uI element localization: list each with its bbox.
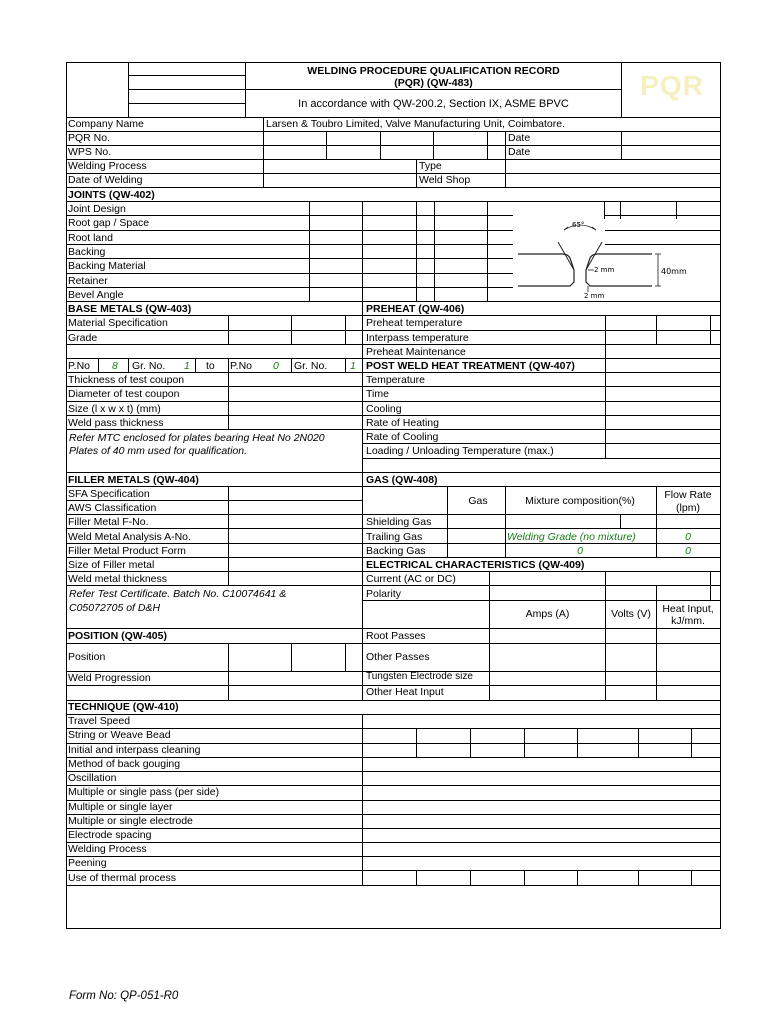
trailing-gas-label: Trailing Gas [366,531,423,543]
cleaning-label: Initial and interpass cleaning [68,744,201,756]
grid-line [621,62,622,118]
loading-temp-label: Loading / Unloading Temperature (max.) [366,445,554,457]
amps-label: Amps (A) [525,608,570,620]
grid-line [66,800,721,801]
pno2-label: P.No [230,360,252,372]
grid-line [470,728,471,758]
grid-line [128,89,246,90]
weld-progression-label: Weld Progression [68,672,151,684]
angle-dim: 65° [572,221,585,229]
backing-gas-mixture[interactable]: 0 [577,545,583,557]
other-passes-label: Other Passes [366,651,430,663]
grid-line [66,415,721,416]
grid-line [362,600,721,601]
date-label-2: Date [508,146,531,158]
grid-line [66,643,721,644]
grid-line [128,75,246,76]
preheat-temp-label: Preheat temperature [366,317,463,329]
grid-line [66,159,721,160]
grid-line [505,131,506,160]
grid-line [710,571,711,601]
thickness-label: Thickness of test coupon [68,374,185,386]
grid-line [604,201,605,219]
grid-line [380,131,381,160]
grid-line [66,685,721,686]
gas-col-mixture: Mixture composition(%) [525,495,635,507]
test-cert-note-1: Refer Test Certificate. Batch No. C10074641 & [69,588,287,600]
single-layer-label: Multiple or single layer [68,801,173,813]
grid-line [66,201,721,202]
grid-line [66,429,721,430]
grid-line [66,62,721,63]
grid-line [605,215,721,216]
pwht-cooling-label: Cooling [366,403,402,415]
grid-line [621,131,622,160]
company-name-label: Company Name [68,118,144,130]
product-form-label: Filler Metal Product Form [68,545,186,557]
grid-line [447,486,448,558]
grid-line [345,315,346,345]
material-spec-label: Material Specification [68,317,168,329]
grid-line [66,330,721,331]
company-name-value[interactable]: Larsen & Toubro Limited, Valve Manufacturing Unit, Coimbatore. [266,118,566,130]
grid-line [66,301,721,302]
weld-pass-label: Weld pass thickness [68,417,164,429]
form-subtitle: (PQR) (QW-483) [394,77,473,89]
grid-line [691,870,692,886]
grid-line [66,62,67,929]
pwht-heading: POST WELD HEAT TREATMENT (QW-407) [366,360,575,372]
grid-line [66,145,721,146]
grid-line [66,386,721,387]
gap-dim-2: 2 mm [584,292,605,300]
position-label: Position [68,651,106,663]
back-gouging-label: Method of back gouging [68,758,181,770]
filler-heading: FILLER METALS (QW-404) [68,474,199,486]
grid-line [291,643,292,672]
grid-line [362,443,721,444]
grid-line [66,842,721,843]
grid-line [66,486,363,487]
grid-line [362,714,363,886]
polarity-label: Polarity [366,588,402,600]
grid-line [228,372,229,430]
grid-line [605,244,721,245]
grid-line [66,671,721,672]
heat-input-label-2: kJ/mm. [671,615,705,627]
grid-line [195,358,196,373]
grid-line [66,401,721,402]
root-passes-label: Root Passes [366,630,426,642]
grid-line [66,885,721,886]
grid-line [66,700,721,701]
grid-line [66,187,721,188]
size-label: Size (l x w x t) (mm) [68,403,161,415]
volts-label: Volts (V) [611,608,651,620]
backing-label: Backing [68,246,106,258]
rate-heating-label: Rate of Heating [366,417,439,429]
grid-line [228,643,229,701]
grid-line [710,315,711,345]
grid-line [245,62,246,118]
grid-line [524,728,525,758]
welding-process-label: Welding Process [68,160,147,172]
grid-line [362,486,721,487]
bevel-angle-label: Bevel Angle [68,289,124,301]
grid-line [66,472,721,473]
aws-class-label: AWS Classification [68,502,157,514]
grid-line [66,344,721,345]
grid-line [638,728,639,758]
wps-no-label: WPS No. [68,146,112,158]
grid-line [362,458,721,459]
other-heat-input-label: Other Heat Input [366,686,444,698]
pno-value[interactable]: 8 [112,360,118,372]
grid-line [416,728,417,758]
root-land-label: Root land [68,232,113,244]
grid-line [345,643,346,672]
grid-line [656,486,657,558]
pwht-time-label: Time [366,388,389,400]
heat-input-label-1: Heat Input, [662,603,714,615]
rate-cooling-label: Rate of Cooling [366,431,439,443]
weld-shop-label: Weld Shop [419,174,471,186]
diameter-label: Diameter of test coupon [68,388,180,400]
grid-line [66,928,721,929]
grid-line [416,159,417,188]
grid-line [228,358,229,373]
grid-line [66,743,721,744]
single-electrode-label: Multiple or single electrode [68,815,193,827]
grid-line [66,273,513,274]
grade-label: Grade [68,332,98,344]
grid-line [66,785,721,786]
grid-line [345,358,346,373]
grid-line [66,870,721,871]
grid-line [66,628,721,629]
grid-line [66,287,513,288]
gas-col-gas: Gas [468,495,488,507]
grid-line [577,870,578,886]
current-label: Current (AC or DC) [366,573,456,585]
grno2-value[interactable]: 1 [350,360,356,372]
gas-col-flow-2: (lpm) [676,502,700,514]
string-weave-label: String or Weave Bead [68,729,171,741]
grid-line [309,201,310,302]
grid-line [66,244,513,245]
technique-welding-process-label: Welding Process [68,843,147,855]
grid-line [433,131,434,160]
grid-line [487,131,488,160]
trailing-gas-flow[interactable]: 0 [685,531,691,543]
grid-line [66,543,721,544]
grid-line [470,870,471,886]
filler-size-label: Size of Filler metal [68,559,155,571]
pqr-logo: PQR [640,70,704,101]
grid-line [691,728,692,758]
peening-label: Peening [68,857,107,869]
grid-line [416,201,417,302]
grid-line [524,870,525,886]
grid-line [263,117,264,188]
grid-line [487,201,488,302]
weld-metal-thickness-label: Weld metal thickness [68,573,168,585]
base-metals-heading: BASE METALS (QW-403) [68,303,192,315]
pno2-value[interactable]: 0 [273,360,279,372]
oscillation-label: Oscillation [68,772,117,784]
interpass-temp-label: Interpass temperature [366,332,469,344]
grid-line [66,828,721,829]
backing-gas-flow[interactable]: 0 [685,545,691,557]
retainer-label: Retainer [68,275,108,287]
position-heading: POSITION (QW-405) [68,630,167,642]
grid-line [605,315,606,459]
grid-line [656,585,657,701]
type-label: Type [419,160,442,172]
f-no-label: Filler Metal F-No. [68,516,149,528]
grid-line [362,301,363,475]
grid-line [66,215,513,216]
electrical-heading: ELECTRICAL CHARACTERISTICS (QW-409) [366,559,585,571]
gas-heading: GAS (QW-408) [366,474,438,486]
grid-line [66,131,721,132]
a-no-label: Weld Metal Analysis A-No. [68,531,191,543]
grid-line [128,103,246,104]
grid-line [66,315,721,316]
grid-line [605,230,721,231]
grid-line [620,201,621,219]
joints-heading: JOINTS (QW-402) [68,189,155,201]
grid-line [434,201,435,302]
backing-material-label: Backing Material [68,260,146,272]
thermal-process-label: Use of thermal process [68,872,176,884]
grid-line [66,372,721,373]
grid-line [620,514,621,529]
preheat-maintenance-label: Preheat Maintenance [366,346,466,358]
grno2-label: Gr. No. [294,360,328,372]
grid-line [505,486,506,558]
grid-line [66,728,721,729]
grid-line [66,173,721,174]
single-pass-label: Multiple or single pass (per side) [68,786,220,798]
grid-line [416,870,417,886]
grid-line [66,557,721,558]
grid-line [245,89,622,90]
grid-line [720,62,721,929]
date-of-welding-label: Date of Welding [68,174,143,186]
travel-speed-label: Travel Speed [68,715,131,727]
grid-line [505,159,506,188]
mtc-note-1: Refer MTC enclosed for plates bearing Heat No 2N020 [69,432,325,444]
grid-line [291,315,292,345]
grid-line [489,571,490,701]
date-label-1: Date [508,132,531,144]
grid-line [66,500,363,501]
form-title: WELDING PROCEDURE QUALIFICATION RECORD [307,65,560,77]
accordance-text: In accordance with QW-200.2, Section IX, ASME BPVC [298,98,569,110]
mtc-note-2: Plates of 40 mm used for qualification. [69,445,248,457]
grid-line [128,358,129,373]
preheat-heading: PREHEAT (QW-406) [366,303,465,315]
grno-value[interactable]: 1 [184,360,190,372]
joint-diagram [510,216,720,302]
sfa-spec-label: SFA Specification [68,488,150,500]
grid-line [228,486,229,586]
grid-line [605,571,606,701]
pqr-no-label: PQR No. [68,132,111,144]
form-number: Form No: QP-051-R0 [69,990,179,1002]
grid-line [66,856,721,857]
pwht-temperature-label: Temperature [366,374,425,386]
shielding-gas-label: Shielding Gas [366,516,432,528]
gap-dim-1: 2 mm [594,266,615,274]
grid-line [676,201,677,219]
thickness-dim: 40mm [661,267,687,276]
grid-line [66,358,721,359]
grid-line [66,258,513,259]
grid-line [228,315,229,345]
grid-line [66,528,721,529]
trailing-gas-mixture[interactable]: Welding Grade (no mixture) [507,531,636,543]
test-cert-note-2: C05072705 of D&H [69,602,161,614]
gas-col-flow-1: Flow Rate [664,489,712,501]
grid-line [66,757,721,758]
joint-design-label: Joint Design [68,203,126,215]
grid-line [326,131,327,160]
pno-label: P.No [68,360,90,372]
grid-line [128,62,129,118]
grid-line [66,771,721,772]
grid-line [66,571,721,572]
grid-line [66,230,513,231]
electrode-spacing-label: Electrode spacing [68,829,152,841]
tungsten-size-label: Tungsten Electrode size [366,672,473,681]
backing-gas-label: Backing Gas [366,545,426,557]
grid-line [98,358,99,373]
technique-heading: TECHNIQUE (QW-410) [68,701,179,713]
grid-line [362,514,721,515]
grid-line [362,472,363,701]
grid-line [66,585,721,586]
grid-line [66,814,721,815]
grno-label: Gr. No. [132,360,166,372]
grid-line [66,117,721,118]
grid-line [656,315,657,345]
root-gap-label: Root gap / Space [68,217,150,229]
grid-line [638,870,639,886]
grid-line [66,714,721,715]
grid-line [577,728,578,758]
grid-line [362,201,363,302]
grid-line [291,358,292,373]
to-label: to [206,360,215,372]
